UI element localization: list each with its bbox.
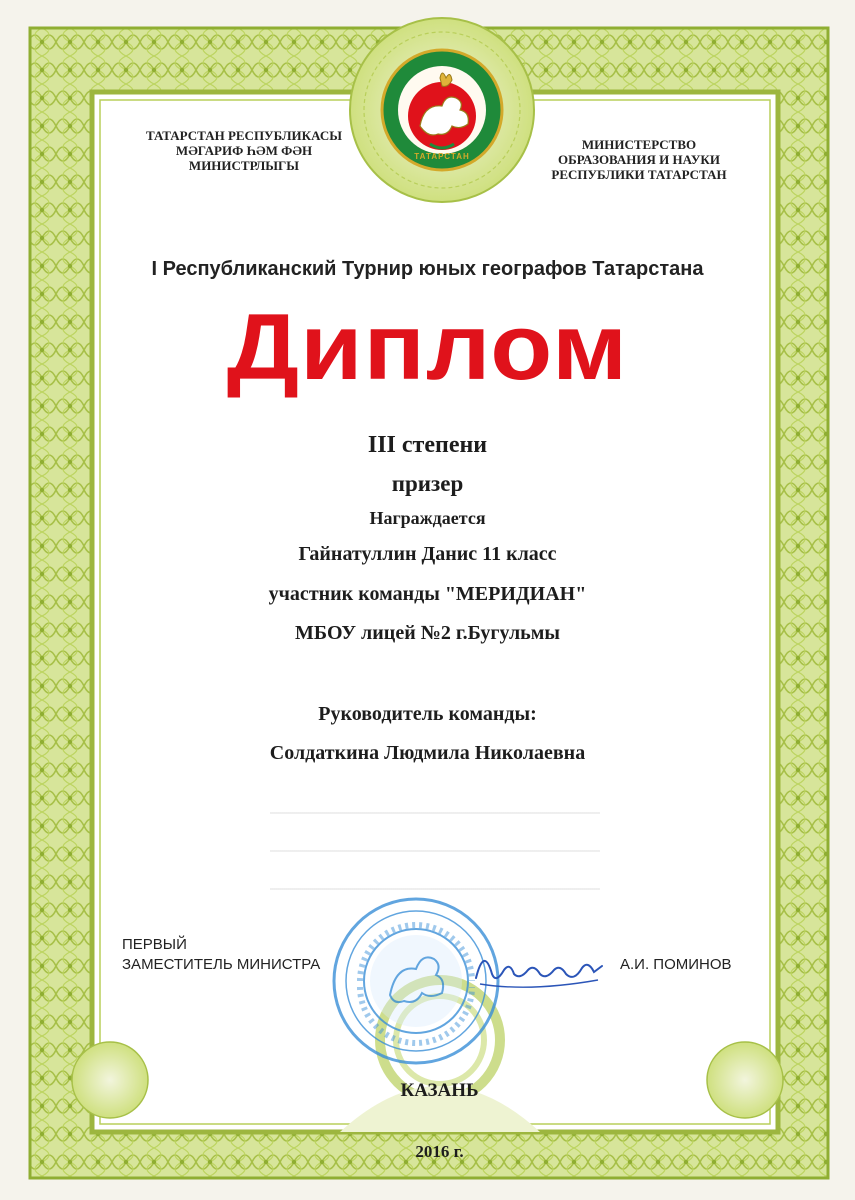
ministry-tatar [128, 128, 360, 173]
recipient-line: Гайнатуллин Данис 11 класс [298, 543, 557, 565]
city-label: КАЗАНЬ [400, 1080, 479, 1101]
degree-line: III степени [367, 432, 488, 458]
ministry-russian-line: РЕСПУБЛИКИ ТАТАРСТАН [551, 167, 727, 182]
signatory-name: А.И. ПОМИНОВ [620, 956, 732, 973]
team-leader-label: Руководитель команды: [318, 703, 537, 725]
bleed-through-texture [270, 780, 600, 890]
ministry-russian-line: ОБРАЗОВАНИЯ И НАУКИ [558, 152, 720, 167]
tournament-title: I Республиканский Турнир юных географов Татарстана [151, 258, 704, 280]
team-leader-name: Солдаткина Людмила Николаевна [269, 742, 586, 764]
status-line: призер [391, 471, 464, 496]
ministry-tatar-line: МИНИСТРЛЫГЫ [188, 158, 300, 173]
team-line: участник команды "МЕРИДИАН" [268, 583, 587, 605]
document-type-heading: Диплом [226, 294, 629, 399]
awarded-line: Награждается [369, 508, 486, 528]
year-label: 2016 г. [415, 1142, 464, 1161]
signatory-title-line1: ПЕРВЫЙ [122, 936, 187, 953]
emblem-ribbon-text: ТАТАРСТАН [414, 152, 470, 161]
ministry-tatar-line: МӘГАРИФ ҺӘМ ФӘН [175, 143, 313, 158]
ministry-tatar-line: ТАТАРСТАН РЕСПУБЛИКАСЫ [146, 128, 342, 143]
ministry-russian [525, 137, 753, 182]
signatory-title-line2: ЗАМЕСТИТЕЛЬ МИНИСТРА [122, 956, 321, 973]
coat-of-arms [380, 48, 504, 180]
ministry-russian-line: МИНИСТЕРСТВО [581, 137, 697, 152]
school-line: МБОУ лицей №2 г.Бугульмы [294, 622, 560, 644]
handwritten-signature [470, 940, 610, 1000]
